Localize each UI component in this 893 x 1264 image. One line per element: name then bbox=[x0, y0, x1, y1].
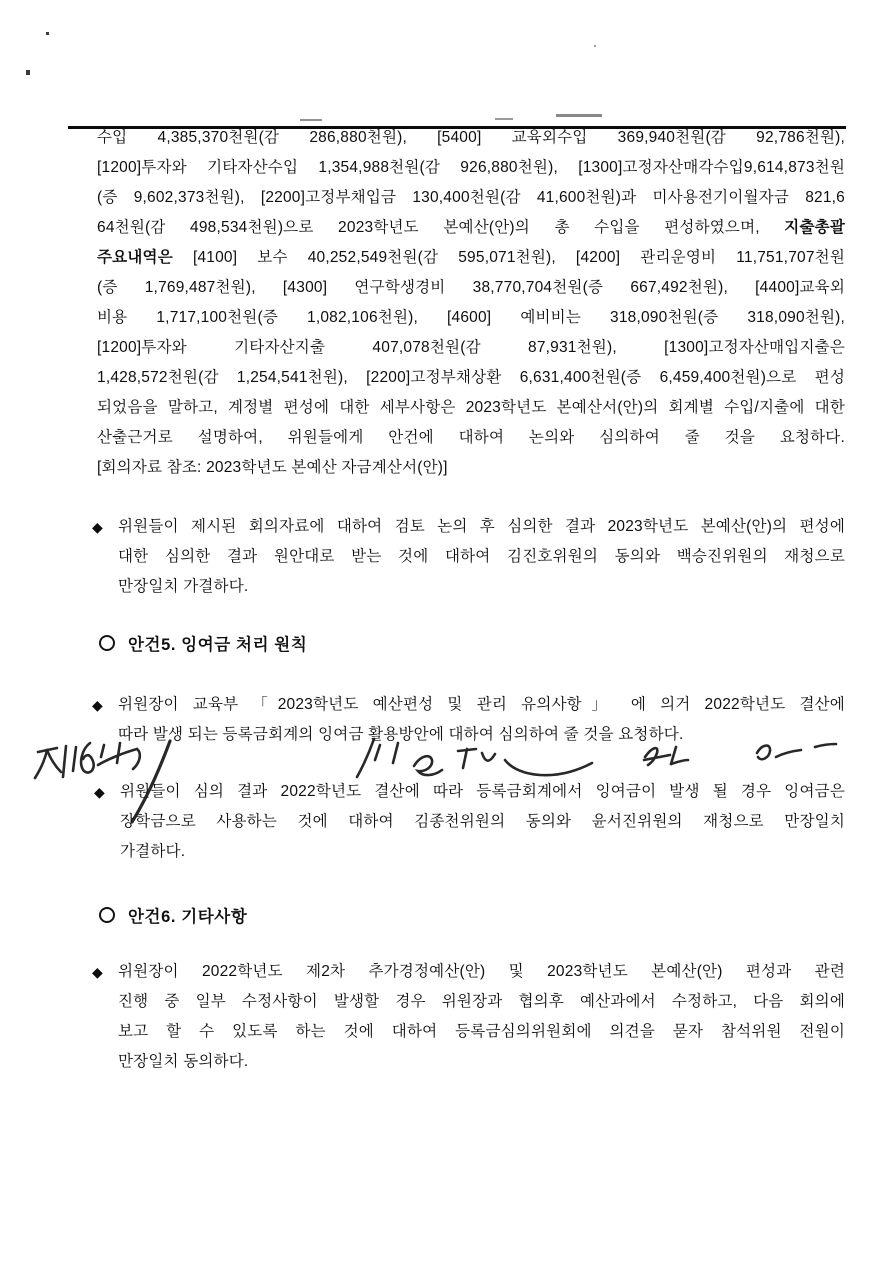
agenda6-resolution-line-1 bbox=[118, 957, 845, 987]
agenda4-budget-paragraph-line-6 bbox=[97, 273, 845, 303]
agenda4-resolution bbox=[92, 512, 845, 602]
agenda4-budget-paragraph-line-11 bbox=[97, 423, 845, 453]
agenda6-heading bbox=[99, 900, 247, 930]
agenda-circle-icon bbox=[99, 907, 115, 923]
agenda6-heading-title: 안건6. 기타사항 bbox=[128, 908, 248, 926]
text-segment: 지출총괄 bbox=[784, 219, 845, 236]
scan-artifact bbox=[46, 32, 49, 35]
agenda5-heading bbox=[99, 628, 307, 658]
scan-artifact bbox=[26, 70, 30, 75]
agenda4-resolution-line-1 bbox=[118, 512, 845, 542]
text-segment: 위원장이 2022학년도 제2차 추가경정예산(안) 및 2023학년도 본예산(안) 편성과 관련 bbox=[118, 963, 845, 980]
scan-artifact bbox=[495, 118, 513, 120]
agenda6-resolution-line-4 bbox=[118, 1047, 845, 1077]
text-segment: 수입 4,385,370천원(감 286,880천원), [5400] 교육외수입 369,940천원(감 92,786천원), bbox=[97, 129, 845, 146]
text-segment: 따라 발생 되는 등록금회계의 잉여금 활용방안에 대하여 심의하여 줄 것을 요청하다. bbox=[118, 726, 684, 743]
diamond-bullet-icon: ◆ bbox=[92, 519, 103, 535]
agenda-circle-icon bbox=[99, 635, 115, 651]
agenda4-budget-paragraph-line-4 bbox=[97, 213, 845, 243]
agenda5-request-line-2 bbox=[118, 720, 845, 750]
text-segment: 가결하다. bbox=[120, 843, 186, 860]
agenda6-resolution-line-2 bbox=[118, 987, 845, 1017]
agenda4-resolution-line-2 bbox=[118, 542, 845, 572]
agenda4-budget-paragraph-line-8 bbox=[97, 333, 845, 363]
agenda4-resolution-line-3 bbox=[118, 572, 845, 602]
text-segment: 되었음을 말하고, 계정별 편성에 대한 세부사항은 2023학년도 본예산서(안)의 회계별 수입/지출에 대한 bbox=[97, 399, 845, 416]
agenda5-request-line-1 bbox=[118, 690, 845, 720]
text-segment: 만장일치 가결하다. bbox=[118, 578, 249, 595]
diamond-bullet-icon: ◆ bbox=[92, 964, 103, 980]
text-segment: [1200]투자와 기타자산수입 1,354,988천원(감 926,880천원), [1300]고정자산매각수입9,614,873천원 bbox=[97, 159, 845, 176]
agenda5-heading-title: 안건5. 잉여금 처리 원칙 bbox=[128, 636, 308, 654]
agenda4-budget-paragraph-line-3 bbox=[97, 183, 845, 213]
agenda4-budget-paragraph bbox=[97, 123, 845, 483]
text-segment: 보고 할 수 있도록 하는 것에 대하여 등록금심의위원회에 의견을 묻자 참석위원 전원이 bbox=[118, 1023, 845, 1040]
diamond-bullet-icon: ◆ bbox=[94, 784, 105, 800]
text-segment: 64천원(감 498,534천원)으로 2023학년도 본예산(안)의 총 수입을 편성하였으며, bbox=[97, 219, 785, 236]
scan-artifact bbox=[594, 45, 596, 47]
text-segment: (증 1,769,487천원), [4300] 연구학생경비 38,770,704천원(증 667,492천원), [4400]교육외 bbox=[97, 279, 845, 296]
agenda6-resolution-line-3 bbox=[118, 1017, 845, 1047]
agenda5-resolution-line-2 bbox=[120, 807, 845, 837]
text-segment: 위원장이 교육부 「2023학년도 예산편성 및 관리 유의사항」 에 의거 2022학년도 결산에 bbox=[118, 696, 845, 713]
text-segment: 만장일치 동의하다. bbox=[118, 1053, 249, 1070]
agenda4-budget-paragraph-line-2 bbox=[97, 153, 845, 183]
agenda5-resolution-line-3 bbox=[120, 837, 845, 867]
text-segment: 산출근거로 설명하여, 위원들에게 안건에 대하여 논의와 심의하여 줄 것을 요청하다. bbox=[97, 429, 845, 446]
text-segment: [1200]투자와 기타자산지출 407,078천원(감 87,931천원), [1300]고정자산매입지출은 bbox=[97, 339, 845, 356]
text-segment: 장학금으로 사용하는 것에 대하여 김종천위원의 동의와 윤서진위원의 재청으로 만장일치 bbox=[120, 813, 845, 830]
agenda4-budget-paragraph-line-1 bbox=[97, 123, 845, 153]
diamond-bullet-icon: ◆ bbox=[92, 697, 103, 713]
text-segment: 진행 중 일부 수정사항이 발생할 경우 위원장과 협의후 예산과에서 수정하고, 다음 회의에 bbox=[118, 993, 845, 1010]
agenda5-resolution-line-1 bbox=[120, 777, 845, 807]
text-segment: 주요내역은 bbox=[97, 249, 173, 266]
agenda4-budget-paragraph-line-5 bbox=[97, 243, 845, 273]
scan-artifact bbox=[300, 119, 322, 121]
agenda4-budget-paragraph-line-7 bbox=[97, 303, 845, 333]
text-segment: [4100] 보수 40,252,549천원(감 595,071천원), [4200] 관리운영비 11,751,707천원 bbox=[172, 249, 845, 266]
text-segment: 위원들이 심의 결과 2022학년도 결산에 따라 등록금회계에서 잉여금이 발생 될 경우 잉여금은 bbox=[120, 783, 845, 800]
text-segment: 1,428,572천원(감 1,254,541천원), [2200]고정부채상환 6,631,400천원(증 6,459,400천원)으로 편성 bbox=[97, 369, 845, 386]
agenda4-budget-paragraph-line-12 bbox=[97, 453, 845, 483]
agenda4-budget-paragraph-line-9 bbox=[97, 363, 845, 393]
text-segment: [회의자료 참조: 2023학년도 본예산 자금계산서(안)] bbox=[97, 459, 448, 476]
text-segment: 위원들이 제시된 회의자료에 대하여 검토 논의 후 심의한 결과 2023학년도 본예산(안)의 편성에 bbox=[118, 518, 845, 535]
agenda4-budget-paragraph-line-10 bbox=[97, 393, 845, 423]
agenda5-request bbox=[92, 690, 845, 750]
scan-artifact bbox=[556, 114, 602, 117]
agenda6-resolution bbox=[92, 957, 845, 1077]
text-segment: 대한 심의한 결과 원안대로 받는 것에 대하여 김진호위원의 동의와 백승진위원의 재청으로 bbox=[118, 548, 845, 565]
text-segment: 비용 1,717,100천원(증 1,082,106천원), [4600] 예비비는 318,090천원(증 318,090천원), bbox=[97, 309, 845, 326]
agenda5-resolution bbox=[94, 777, 845, 867]
text-segment: (증 9,602,373천원), [2200]고정부채입금 130,400천원(감 41,600천원)과 미사용전기이월자금 821,6 bbox=[97, 189, 845, 206]
